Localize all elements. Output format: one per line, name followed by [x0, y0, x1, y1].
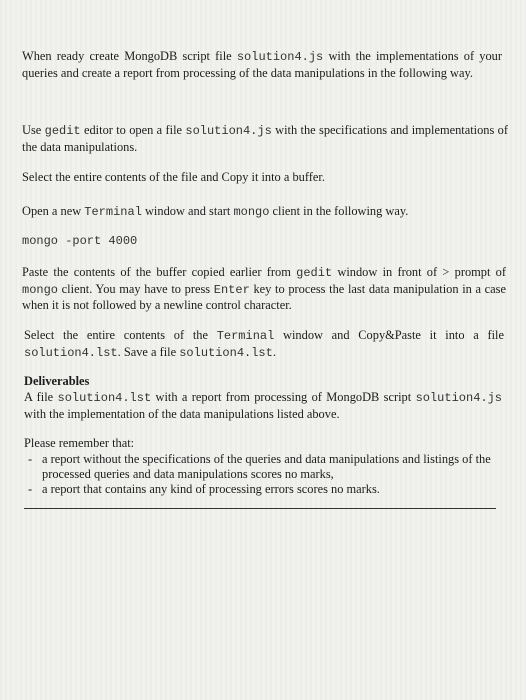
text: When ready create MongoDB script file: [22, 49, 237, 63]
text: with the specifications and implementations of the data manipulations.: [22, 123, 508, 154]
text: . Save a file: [117, 345, 180, 359]
list-item: - a report that contains any kind of processing errors scores no marks.: [28, 482, 380, 496]
code-filename: solution4.js: [185, 124, 272, 138]
dash-marker: -: [28, 452, 33, 466]
code-filename: solution4.lst: [57, 391, 152, 405]
paragraph-create-script: [22, 48, 502, 81]
text: with a report from processing of MongoDB script: [151, 390, 416, 404]
text: Use: [22, 123, 45, 137]
remember-list: [24, 452, 502, 497]
horizontal-rule: [24, 508, 496, 509]
remember-intro: Please remember that:: [24, 436, 135, 450]
code-mongo: mongo: [233, 205, 270, 219]
paragraph-open-terminal: [22, 203, 502, 220]
paragraph-open-gedit: [22, 122, 508, 155]
paragraph-deliverables: [24, 389, 502, 422]
text: .: [272, 345, 276, 359]
dash-marker: -: [28, 482, 33, 496]
code-terminal: Terminal: [216, 329, 275, 343]
code-gedit: gedit: [44, 124, 81, 138]
text: Select the entire contents of the: [24, 328, 217, 342]
text: client. You may have to press: [58, 281, 214, 296]
text: Select the entire contents of the file and Copy it into a buffer.: [22, 170, 325, 184]
code-mongo: mongo: [22, 282, 59, 297]
code-filename: solution4.js: [236, 50, 324, 64]
text: editor to open a file: [80, 123, 186, 137]
paragraph-select-copy: [22, 169, 502, 185]
code-command: mongo -port 4000: [22, 234, 138, 248]
deliverables-heading: Deliverables: [24, 374, 90, 388]
paragraph-paste-buffer: [22, 265, 506, 314]
paragraph-copy-terminal: [24, 327, 504, 361]
code-terminal: Terminal: [84, 205, 142, 219]
text: with the implementations of your queries and create a report from processing of the data manipulations in the following way.: [22, 49, 502, 80]
text: Open a new: [22, 204, 85, 218]
command-line: [22, 232, 502, 249]
code-filename: solution4.lst: [24, 346, 118, 360]
code-gedit: gedit: [296, 266, 333, 280]
text: A file: [24, 390, 58, 404]
text: with the implementation of the data manipulations listed above.: [24, 407, 340, 421]
code-filename: solution4.lst: [179, 346, 273, 360]
text: Paste the contents of the buffer copied earlier from: [22, 265, 297, 279]
code-filename: solution4.js: [415, 391, 502, 405]
text: window and Copy&Paste it into a file: [274, 328, 504, 342]
text: key to process the last data manipulation in a case when it is not followed by a newline control character.: [22, 281, 506, 312]
text: window and start: [141, 204, 234, 218]
text: window in front of > prompt of: [332, 265, 506, 279]
list-item: - a report without the specifications of the queries and data manipulations and listings of the processed queries and data manipulations scores no marks,: [28, 452, 491, 481]
text: client in the following way.: [269, 204, 409, 218]
code-enter: Enter: [213, 282, 250, 297]
